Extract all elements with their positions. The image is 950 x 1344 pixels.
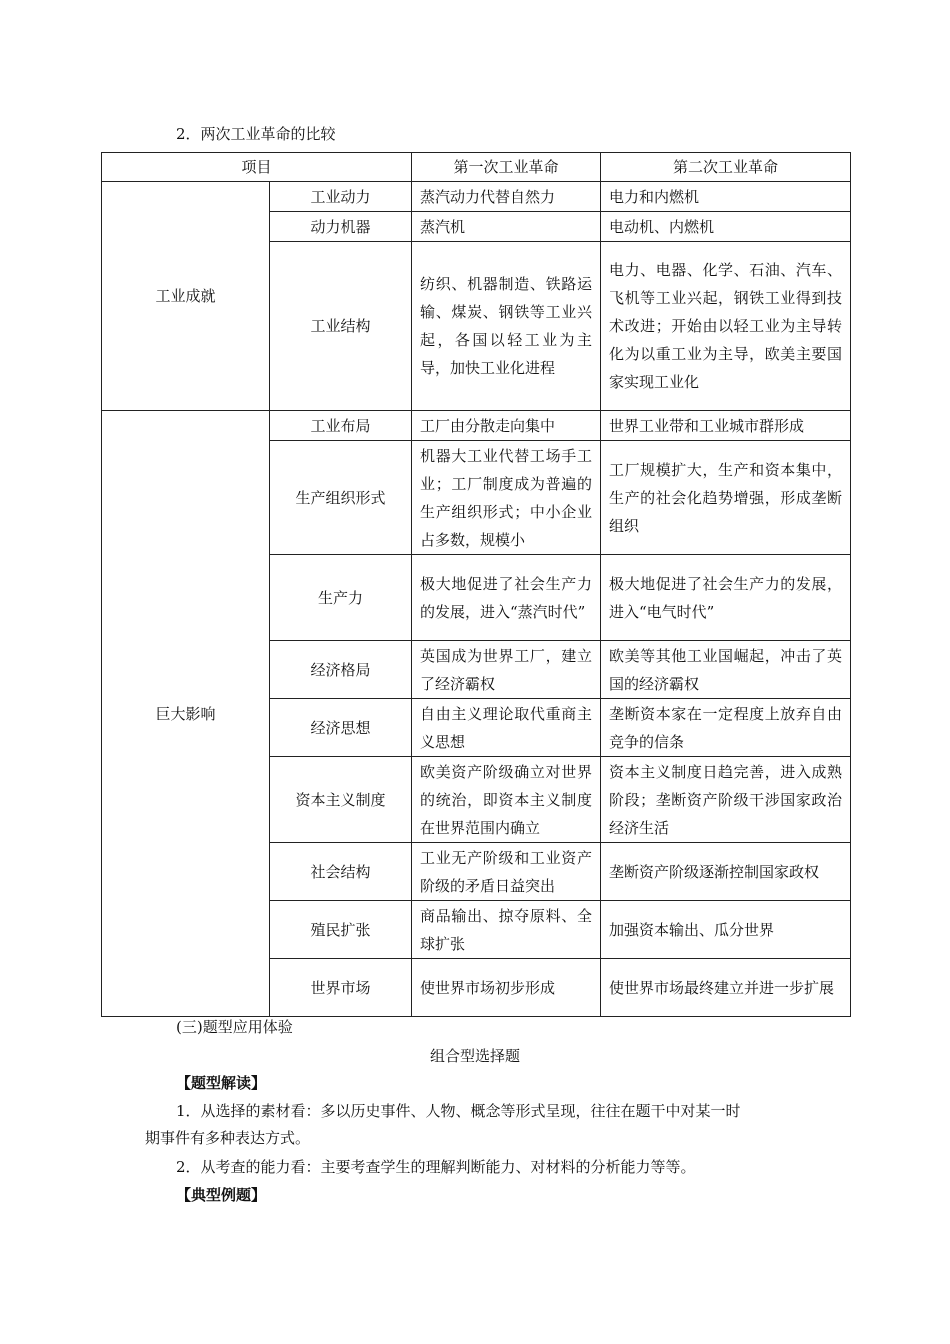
row-first: 极大地促进了社会生产力的发展，进入“蒸汽时代” — [412, 555, 601, 641]
row-item: 工业结构 — [270, 242, 412, 411]
row-second: 垄断资本家在一定程度上放弃自由竞争的信条 — [601, 699, 851, 757]
header-first-revolution: 第一次工业革命 — [412, 153, 601, 182]
row-second: 极大地促进了社会生产力的发展，进入“电气时代” — [601, 555, 851, 641]
row-second: 资本主义制度日趋完善，进入成熟阶段；垄断资产阶级干涉国家政治经济生活 — [601, 757, 851, 843]
point-two: 2．从考查的能力看：主要考查学生的理解判断能力、对材料的分析能力等等。 — [176, 1158, 696, 1176]
row-item: 资本主义制度 — [270, 757, 412, 843]
row-second: 加强资本输出、瓜分世界 — [601, 901, 851, 959]
table-header-row — [102, 153, 851, 182]
row-item: 生产力 — [270, 555, 412, 641]
row-second: 电动机、内燃机 — [601, 212, 851, 242]
row-first: 英国成为世界工厂，建立了经济霸权 — [412, 641, 601, 699]
row-first: 工厂由分散走向集中 — [412, 411, 601, 441]
row-first: 自由主义理论取代重商主义思想 — [412, 699, 601, 757]
row-second: 电力和内燃机 — [601, 182, 851, 212]
row-item: 生产组织形式 — [270, 441, 412, 555]
section-heading: 2．两次工业革命的比较 — [176, 125, 336, 143]
header-item: 项目 — [102, 153, 412, 182]
section-three-title: (三)题型应用体验 — [176, 1018, 293, 1036]
comparison-table — [101, 152, 851, 1017]
point-one-line1: 1．从选择的素材看：多以历史事件、人物、概念等形式呈现，往往在题干中对某一时 — [176, 1102, 741, 1120]
row-first: 纺织、机器制造、铁路运输、煤炭、钢铁等工业兴起，各国以轻工业为主导，加快工业化进程 — [412, 242, 601, 411]
row-item: 经济格局 — [270, 641, 412, 699]
row-item: 工业动力 — [270, 182, 412, 212]
example-label: 【典型例题】 — [176, 1186, 267, 1204]
row-first: 工业无产阶级和工业资产阶级的矛盾日益突出 — [412, 843, 601, 901]
table-row — [102, 182, 851, 212]
row-second: 电力、电器、化学、石油、汽车、飞机等工业兴起，钢铁工业得到技术改进；开始由以轻工业为主导转化为以重工业为主导，欧美主要国家实现工业化 — [601, 242, 851, 411]
row-item: 工业布局 — [270, 411, 412, 441]
row-item: 动力机器 — [270, 212, 412, 242]
row-item: 殖民扩张 — [270, 901, 412, 959]
row-first: 蒸汽机 — [412, 212, 601, 242]
header-second-revolution: 第二次工业革命 — [601, 153, 851, 182]
point-one-line2: 期事件有多种表达方式。 — [145, 1129, 311, 1147]
row-second: 世界工业带和工业城市群形成 — [601, 411, 851, 441]
row-second: 欧美等其他工业国崛起，冲击了英国的经济霸权 — [601, 641, 851, 699]
row-second: 使世界市场最终建立并进一步扩展 — [601, 959, 851, 1017]
row-second: 工厂规模扩大，生产和资本集中，生产的社会化趋势增强，形成垄断组织 — [601, 441, 851, 555]
reading-label: 【题型解读】 — [176, 1074, 267, 1092]
table-row — [102, 411, 851, 441]
row-first: 机器大工业代替工场手工业；工厂制度成为普遍的生产组织形式；中小企业占多数，规模小 — [412, 441, 601, 555]
question-type-title: 组合型选择题 — [429, 1047, 520, 1065]
group-label: 工业成就 — [102, 182, 270, 411]
row-first: 欧美资产阶级确立对世界的统治，即资本主义制度在世界范围内确立 — [412, 757, 601, 843]
row-item: 社会结构 — [270, 843, 412, 901]
row-item: 经济思想 — [270, 699, 412, 757]
row-first: 蒸汽动力代替自然力 — [412, 182, 601, 212]
row-first: 商品输出、掠夺原料、全球扩张 — [412, 901, 601, 959]
group-label: 巨大影响 — [102, 411, 270, 1017]
row-item: 世界市场 — [270, 959, 412, 1017]
row-second: 垄断资产阶级逐渐控制国家政权 — [601, 843, 851, 901]
row-first: 使世界市场初步形成 — [412, 959, 601, 1017]
